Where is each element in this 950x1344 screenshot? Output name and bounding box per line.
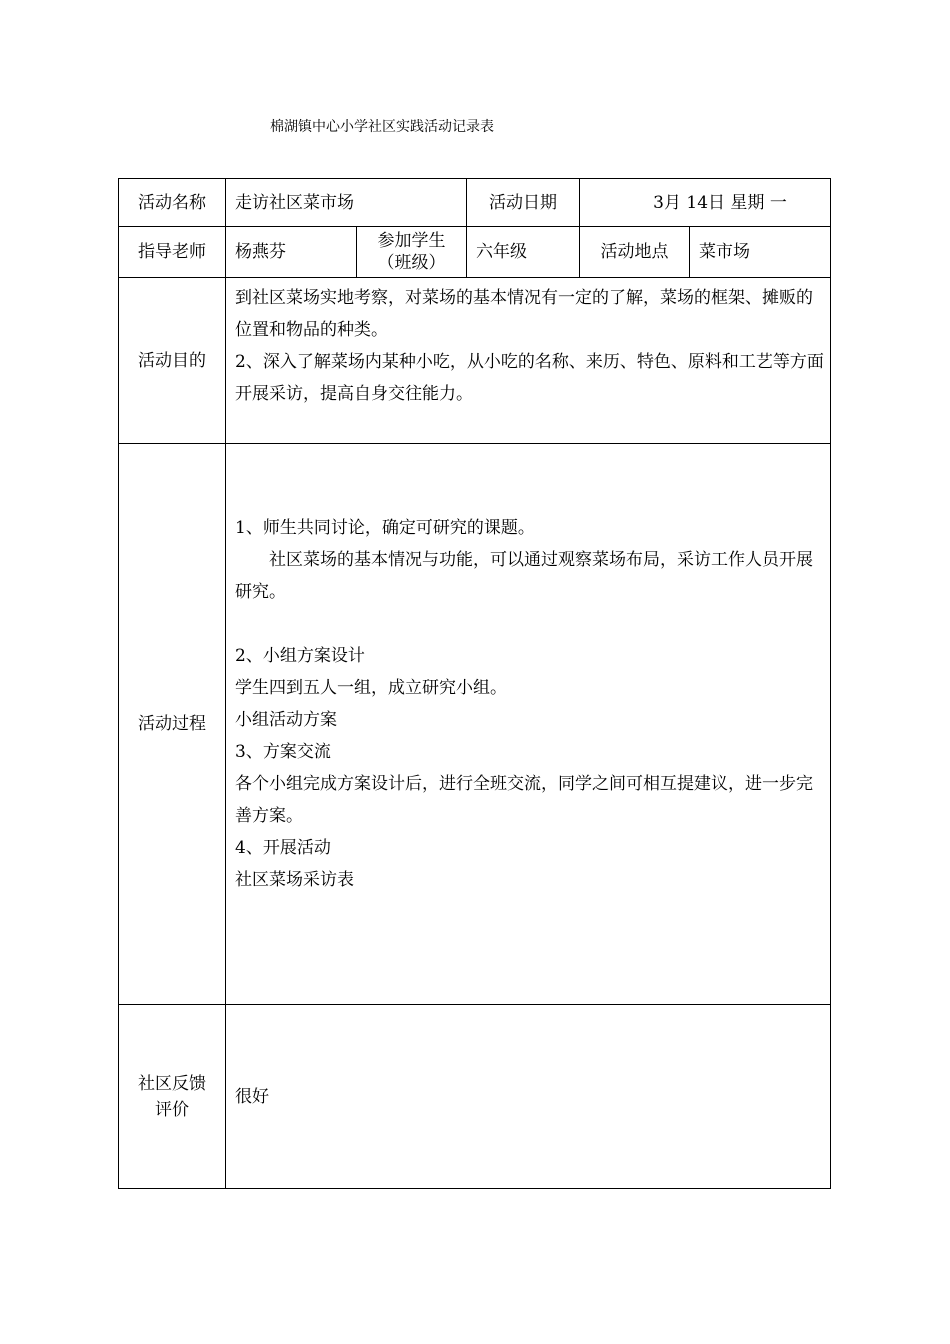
feedback-label bbox=[119, 1005, 226, 1189]
purpose-row bbox=[119, 278, 831, 444]
header-row bbox=[119, 179, 831, 227]
process-line: 小组活动方案 bbox=[235, 710, 337, 730]
feedback-label-line2: 评价 bbox=[155, 1099, 189, 1120]
purpose-label: 活动目的 bbox=[119, 278, 226, 444]
process-line: 社区菜场的基本情况与功能，可以通过观察菜场布局，采访工作人员开展研究。 bbox=[235, 550, 813, 602]
purpose-paragraph: 到社区菜场实地考察，对菜场的基本情况有一定的了解，菜场的框架、摊贩的位置和物品的种类。 bbox=[235, 288, 813, 340]
purpose-content bbox=[226, 278, 831, 444]
purpose-paragraph: 2、深入了解菜场内某种小吃，从小吃的名称、来历、特色、原料和工艺等方面开展采访，提高自身交往能力。 bbox=[235, 352, 824, 404]
students-label bbox=[357, 227, 467, 278]
activity-name-label: 活动名称 bbox=[119, 179, 226, 227]
location-label: 活动地点 bbox=[580, 227, 690, 278]
feedback-row bbox=[119, 1005, 831, 1189]
process-line: 学生四到五人一组，成立研究小组。 bbox=[235, 678, 507, 698]
activity-record-table bbox=[118, 178, 831, 1189]
location-value: 菜市场 bbox=[690, 227, 831, 278]
process-row bbox=[119, 444, 831, 1005]
process-line: 4、开展活动 bbox=[235, 838, 331, 858]
feedback-label-line1: 社区反馈 bbox=[138, 1073, 206, 1094]
process-label: 活动过程 bbox=[119, 444, 226, 1005]
activity-name-value: 走访社区菜市场 bbox=[226, 179, 467, 227]
process-line: 2、小组方案设计 bbox=[235, 646, 365, 666]
activity-date-value: 3月 14日 星期 一 bbox=[580, 179, 831, 227]
teacher-value: 杨燕芬 bbox=[226, 227, 357, 278]
process-line: 1、师生共同讨论，确定可研究的课题。 bbox=[235, 518, 535, 538]
students-label-line1: 参加学生 bbox=[377, 231, 446, 251]
process-line: 社区菜场采访表 bbox=[235, 870, 354, 890]
info-row bbox=[119, 227, 831, 278]
students-label-line2: （班级） bbox=[377, 253, 446, 273]
document-title: 棉湖镇中心小学社区实践活动记录表 bbox=[270, 119, 494, 135]
feedback-value: 很好 bbox=[226, 1005, 831, 1189]
teacher-label: 指导老师 bbox=[119, 227, 226, 278]
students-value: 六年级 bbox=[467, 227, 580, 278]
process-content bbox=[226, 444, 831, 1005]
activity-date-label: 活动日期 bbox=[467, 179, 580, 227]
process-line: 3、方案交流 bbox=[235, 742, 331, 762]
process-line: 各个小组完成方案设计后，进行全班交流，同学之间可相互提建议，进一步完善方案。 bbox=[235, 774, 813, 826]
